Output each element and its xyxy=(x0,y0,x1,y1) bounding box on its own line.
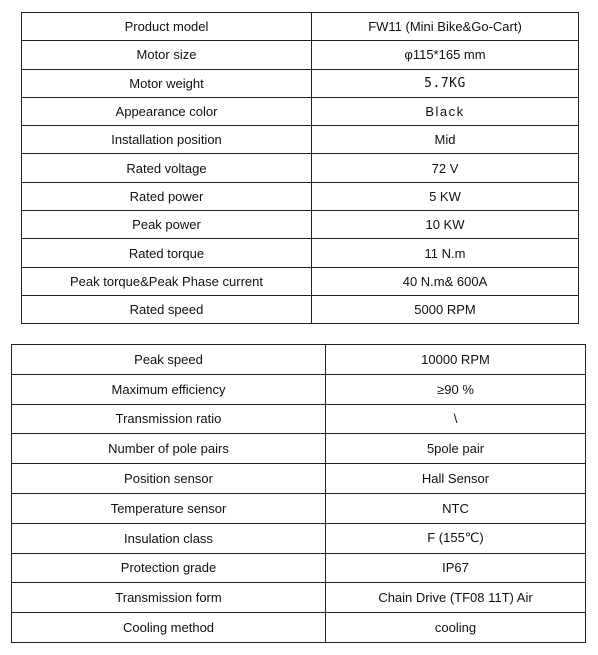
spec-value: 10000 RPM xyxy=(326,345,586,375)
table-row xyxy=(22,69,579,97)
spec-label: Number of pole pairs xyxy=(12,434,326,464)
table-row xyxy=(22,267,579,295)
spec-label: Position sensor xyxy=(12,464,326,494)
spec-value: 5 KW xyxy=(312,182,579,210)
spec-value: F (155℃) xyxy=(326,523,586,553)
table-row xyxy=(22,41,579,69)
spec-label: Peak speed xyxy=(12,345,326,375)
table-row xyxy=(22,97,579,125)
table-row xyxy=(22,182,579,210)
table-row xyxy=(12,404,586,434)
spec-value: 72 V xyxy=(312,154,579,182)
spec-value: 5000 RPM xyxy=(312,295,579,323)
table-row xyxy=(12,345,586,375)
table-row xyxy=(12,434,586,464)
spec-label: Motor size xyxy=(22,41,312,69)
spec-value: φ115*165 mm xyxy=(312,41,579,69)
spec-label: Motor weight xyxy=(22,69,312,97)
table-row xyxy=(22,211,579,239)
table-row xyxy=(12,374,586,404)
spec-value: IP67 xyxy=(326,553,586,583)
spec-label: Installation position xyxy=(22,126,312,154)
spec-value: 5pole pair xyxy=(326,434,586,464)
table-row xyxy=(12,553,586,583)
spec-label: Transmission ratio xyxy=(12,404,326,434)
table-row xyxy=(22,13,579,41)
spec-label: Rated speed xyxy=(22,295,312,323)
spec-label: Peak torque&Peak Phase current xyxy=(22,267,312,295)
spec-label: Transmission form xyxy=(12,583,326,613)
spec-value: Black xyxy=(312,97,579,125)
spec-value: Mid xyxy=(312,126,579,154)
spec-value: cooling xyxy=(326,613,586,643)
spec-value: ≥90 % xyxy=(326,374,586,404)
spec-value: 5.7KG xyxy=(312,69,579,97)
spec-label: Peak power xyxy=(22,211,312,239)
spec-label: Rated power xyxy=(22,182,312,210)
spec-label: Protection grade xyxy=(12,553,326,583)
table-row xyxy=(22,239,579,267)
spec-value: 10 KW xyxy=(312,211,579,239)
spec-value: \ xyxy=(326,404,586,434)
table-row xyxy=(22,126,579,154)
spec-value: FW11 (Mini Bike&Go-Cart) xyxy=(312,13,579,41)
table-row xyxy=(12,613,586,643)
spec-value: Chain Drive (TF08 11T) Air xyxy=(326,583,586,613)
spec-label: Temperature sensor xyxy=(12,493,326,523)
table-row xyxy=(22,154,579,182)
table-row xyxy=(12,523,586,553)
spec-value: 11 N.m xyxy=(312,239,579,267)
spec-label: Rated torque xyxy=(22,239,312,267)
spec-label: Cooling method xyxy=(12,613,326,643)
spec-table-2 xyxy=(11,344,586,643)
spec-value: Hall Sensor xyxy=(326,464,586,494)
spec-label: Appearance color xyxy=(22,97,312,125)
spec-table-1 xyxy=(21,12,579,324)
table-row xyxy=(12,583,586,613)
spec-label: Insulation class xyxy=(12,523,326,553)
spec-value: NTC xyxy=(326,493,586,523)
spec-label: Rated voltage xyxy=(22,154,312,182)
spec-value: 40 N.m& 600A xyxy=(312,267,579,295)
table-row xyxy=(12,464,586,494)
spec-label: Product model xyxy=(22,13,312,41)
table-row xyxy=(12,493,586,523)
spec-label: Maximum efficiency xyxy=(12,374,326,404)
table-row xyxy=(22,295,579,323)
